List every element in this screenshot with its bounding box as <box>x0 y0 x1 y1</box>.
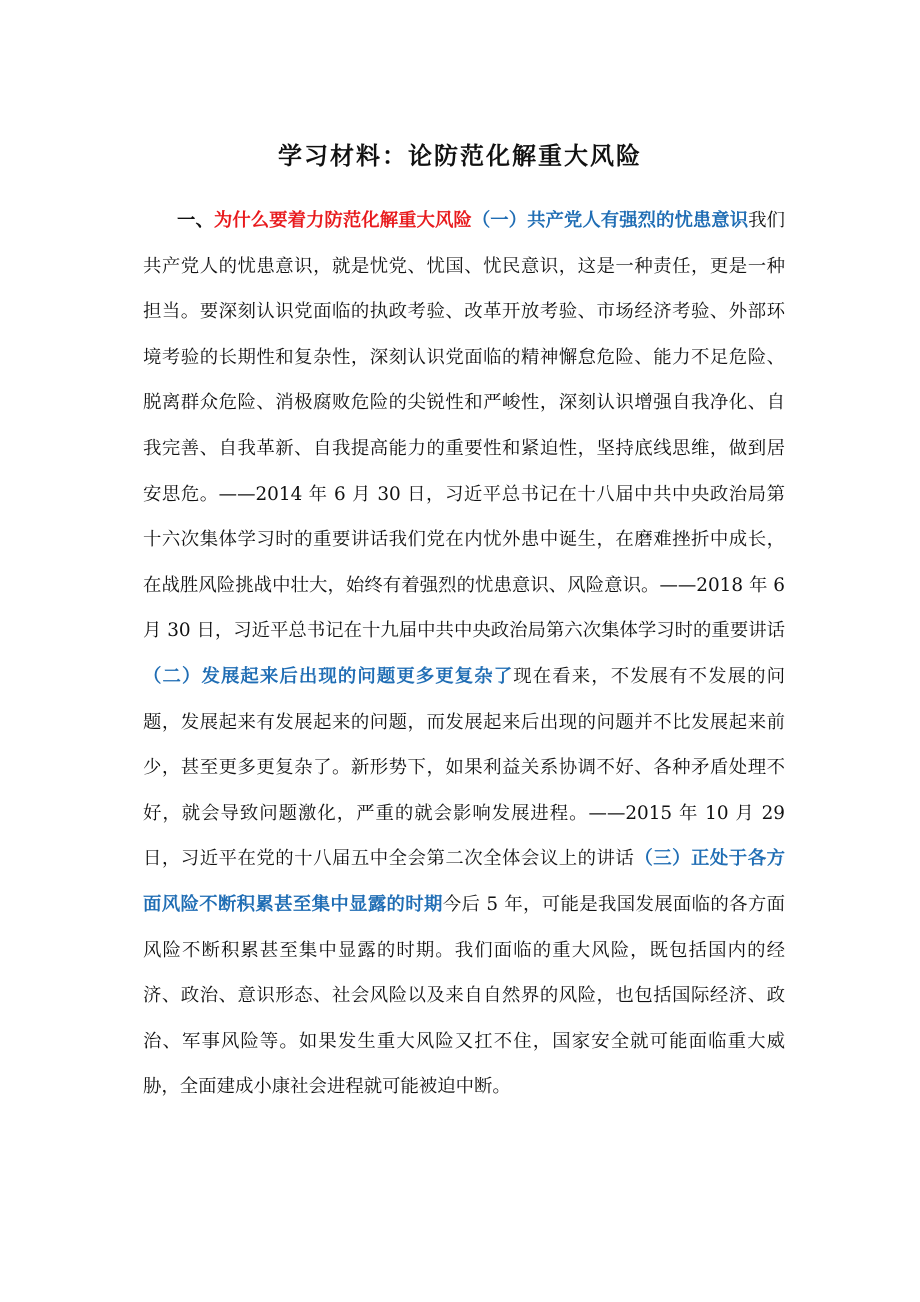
subheading-1: （一）共产党人有强烈的忧患意识 <box>471 210 749 231</box>
document-title: 学习材料：论防范化解重大风险 <box>278 142 642 170</box>
subheading-2: （二）发展起来后出现的问题更多更复杂了 <box>143 665 514 687</box>
paragraph-1: 我们共产党人的忧患意识，就是忧党、忧国、忧民意识，这是一种责任，更是一种担当。要深刻认识党面临的执政考验、改革开放考验、市场经济考验、外部环境考验的长期性和复杂性，深刻认识党面临的精神懈怠危险、能力不足危险、脱离群众危险、消极腐败危险的尖锐性和严峻性，深刻认识增强自我净化、自我完善、自我革新、自我提高能力的重要性和紧迫性，坚持底线思维，做到居安思危。——2014 年 6 月 30 日，习近平总书记在十八届中共中央政治局第十六次集体学习时的重要讲话我们党在内忧外患中诞生，在磨难挫折中成长，在战胜风险挑战中壮大，始终有着强烈的忧患意识、风险意识。——2018 年 6 月 30 日，习近平总书记在十九届中共中央政治局第六次集体学习时的重要讲话 <box>143 210 785 642</box>
section-title: 为什么要着力防范化解重大风险 <box>213 210 472 231</box>
document-body <box>143 198 785 1110</box>
paragraph-2: 现在看来，不发展有不发展的问题，发展起来有发展起来的问题，而发展起来后出现的问题并不比发展起来前少，甚至更多更复杂了。新形势下，如果利益关系协调不好、各种矛盾处理不好，就会导致问题激化，严重的就会影响发展进程。——2015 年 10 月 29 日，习近平在党的十八届五中全会第二次全体会议上的讲话 <box>143 665 785 870</box>
section-number: 一、 <box>177 210 214 231</box>
paragraph-3: 今后 5 年，可能是我国发展面临的各方面风险不断积累甚至集中显露的时期。我们面临的重大风险，既包括国内的经济、政治、意识形态、社会风险以及来自自然界的风险，也包括国际经济、政治、军事风险等。如果发生重大风险又扛不住，国家安全就可能面临重大威胁，全面建成小康社会进程就可能被迫中断。 <box>143 893 785 1098</box>
subheading-3: （三）正处于各方面风险不断积累甚至集中显露的时期 <box>143 848 785 915</box>
